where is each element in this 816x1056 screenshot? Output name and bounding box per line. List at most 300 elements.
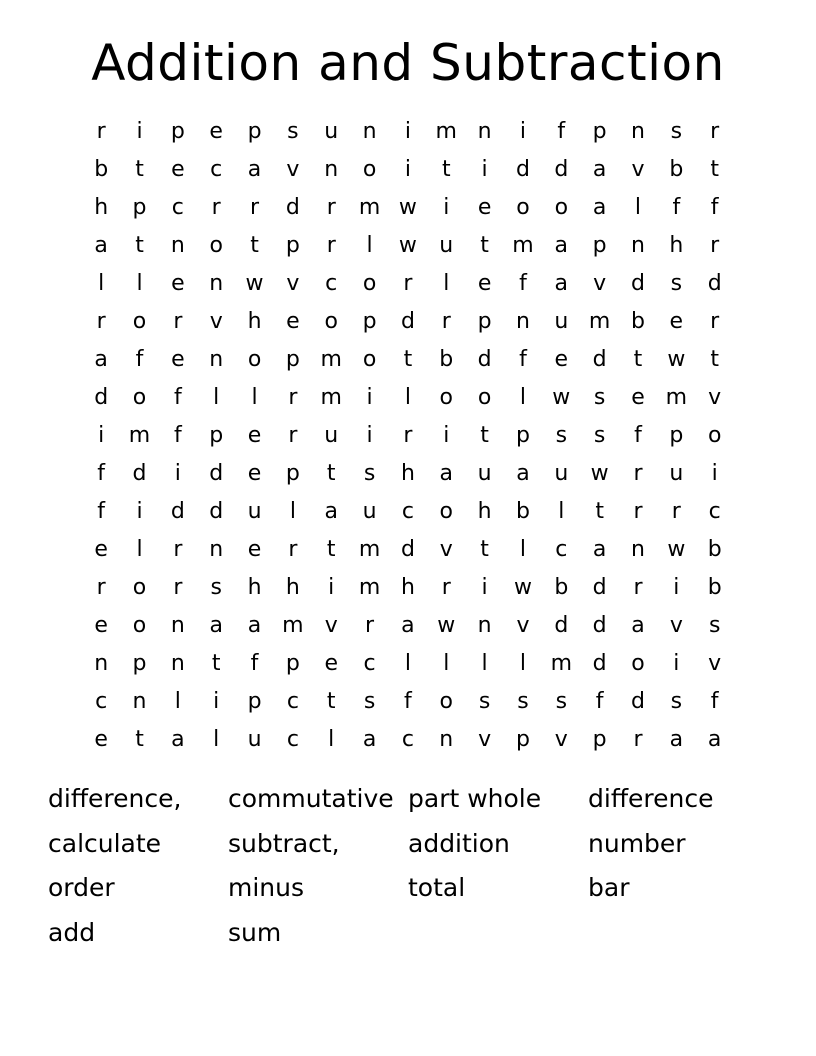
grid-letter: t [480,537,489,562]
grid-letter: b [631,309,645,334]
grid-letter: b [707,537,722,562]
grid-letter: i [481,575,488,600]
grid-letter: a [401,613,415,638]
grid-letter: c [708,499,721,524]
grid-letter: r [96,575,106,600]
word-list-item: total [408,873,466,902]
grid-letter: n [362,119,377,144]
grid-letter: r [441,575,451,600]
grid-letter: n [477,613,492,638]
grid-letter: i [481,157,488,182]
word-list-row [48,869,768,914]
grid-letter: s [517,689,529,714]
grid-letter: f [672,195,681,220]
grid-letter: o [132,309,147,334]
grid-letter: o [362,271,377,296]
word-list-row [48,780,768,825]
grid-letter: d [170,499,185,524]
grid-letter: o [132,613,147,638]
grid-letter: s [708,613,721,638]
grid-letter: r [441,309,451,334]
grid-letter: t [326,689,336,714]
grid-letter: e [171,347,185,372]
word-list-item: add [48,917,96,947]
grid-letter: v [324,613,338,638]
grid-letter: a [669,727,684,752]
grid-letter: m [550,651,573,676]
grid-letter: l [519,385,527,410]
grid-letter: l [404,651,411,676]
grid-letter: o [516,195,530,220]
grid-letter: w [667,347,686,372]
grid-row [82,303,734,341]
grid-letter: s [593,385,606,410]
grid-letter: r [633,575,643,600]
grid-letter: v [554,727,568,752]
grid-letter: r [671,499,681,524]
grid-letter: a [171,727,185,752]
grid-letter: e [94,537,108,562]
grid-letter: n [631,537,645,562]
grid-letter: a [707,727,722,752]
grid-letter: s [363,461,376,486]
grid-letter: r [250,195,260,220]
grid-letter: l [328,727,335,752]
grid-letter: m [282,613,304,638]
grid-letter: d [554,157,569,182]
grid-letter: e [209,119,223,144]
grid-letter: f [634,423,642,448]
grid-letter: e [171,157,185,182]
grid-letter: i [328,575,335,600]
grid-letter: v [286,271,300,296]
grid-letter: p [362,309,377,334]
grid-letter: r [288,537,298,562]
grid-letter: b [707,575,722,600]
grid-letter: s [287,119,299,144]
word-list-item: minus [228,873,305,902]
grid-letter: m [320,347,342,372]
grid-letter: d [477,347,492,372]
grid-letter: i [136,499,143,524]
grid-letter: v [593,271,607,296]
grid-letter: o [439,499,453,524]
grid-letter: o [209,233,223,258]
grid-letter: s [670,271,683,296]
grid-letter: m [358,575,381,600]
grid-letter: n [170,651,185,676]
grid-letter: m [588,309,611,334]
grid-letter: r [633,499,643,524]
grid-letter: e [94,727,108,752]
grid-letter: m [358,537,381,562]
grid-letter: c [95,689,108,714]
grid-letter: b [515,499,530,524]
grid-row [82,379,734,417]
grid-letter: u [554,309,569,334]
grid-letter: w [513,575,532,600]
grid-letter: p [669,423,684,448]
grid-letter: r [326,233,336,258]
word-list-item: subtract, [228,828,340,858]
grid-letter: p [592,119,607,144]
grid-letter: p [132,195,147,220]
grid-letter: t [595,499,604,524]
grid-letter: a [247,157,262,182]
grid-letter: e [631,385,645,410]
grid-row [82,569,734,607]
grid-letter: o [247,347,262,372]
grid-letter: d [285,195,300,220]
grid-letter: d [631,689,645,714]
grid-row [82,683,734,721]
grid-letter: p [592,233,607,258]
grid-letter: w [398,233,417,258]
grid-letter: i [366,423,373,448]
grid-letter: n [477,119,492,144]
grid-letter: f [404,689,412,714]
grid-letter: v [478,727,492,752]
grid-letter: e [247,423,262,448]
grid-letter: i [673,575,680,600]
grid-letter: e [477,195,492,220]
grid-letter: h [669,233,684,258]
grid-letter: p [592,727,607,752]
grid-letter: e [171,271,185,296]
grid-letter: s [555,423,568,448]
grid-letter: t [326,461,336,486]
grid-letter: c [555,537,568,562]
grid-letter: p [515,423,530,448]
grid-letter: l [213,385,220,410]
word-list-item: commutative [228,784,394,813]
grid-letter: p [515,727,530,752]
grid-letter: h [400,461,415,486]
grid-letter: l [443,271,450,296]
grid-letter: n [170,613,185,638]
grid-letter: l [289,499,296,524]
grid-letter: d [592,575,607,600]
grid-letter: o [439,385,453,410]
grid-letter: v [439,537,453,562]
grid-letter: o [132,385,147,410]
grid-letter: n [132,689,147,714]
grid-letter: i [711,461,718,486]
grid-letter: v [209,309,223,334]
grid-letter: t [403,347,413,372]
grid-letter: v [631,157,645,182]
grid-letter: a [592,537,607,562]
grid-letter: t [633,347,643,372]
grid-letter: u [247,727,262,752]
grid-letter: w [398,195,417,220]
grid-letter: t [326,537,336,562]
grid-letter: a [209,613,223,638]
grid-letter: l [519,651,527,676]
word-list-item: number [588,828,686,858]
grid-letter: n [439,727,454,752]
grid-row [82,189,734,227]
grid-letter: l [213,727,220,752]
grid-letter: d [94,385,109,410]
grid-letter: u [324,423,339,448]
grid-letter: s [210,575,222,600]
grid-letter: r [173,309,183,334]
grid-letter: l [366,233,373,258]
grid-letter: i [98,423,105,448]
word-list-item: addition [408,828,510,858]
grid-letter: f [173,423,182,448]
grid-letter: a [247,613,262,638]
grid-letter: f [519,271,527,296]
grid-letter: w [667,537,686,562]
grid-letter: h [247,575,262,600]
grid-letter: m [435,119,457,144]
word-list-item: difference [588,784,714,813]
grid-letter: r [403,271,413,296]
grid-letter: h [247,309,262,334]
grid-letter: l [634,195,642,220]
grid-letter: d [592,613,607,638]
grid-letter: f [173,385,182,410]
grid-letter: o [477,385,492,410]
grid-letter: o [631,651,645,676]
word-search-grid [82,113,734,759]
grid-letter: w [590,461,609,486]
grid-letter: t [441,157,451,182]
grid-letter: n [515,309,530,334]
grid-letter: o [132,575,147,600]
grid-letter: c [401,727,414,752]
grid-letter: l [443,651,450,676]
grid-letter: p [285,347,300,372]
grid-letter: i [366,385,373,410]
grid-letter: d [631,271,645,296]
grid-letter: l [174,689,181,714]
grid-letter: t [710,157,719,182]
grid-letter: d [592,347,607,372]
grid-letter: i [519,119,527,144]
grid-row [82,113,734,151]
grid-letter: n [324,157,339,182]
grid-letter: h [477,499,492,524]
grid-row [82,493,734,531]
grid-letter: p [285,461,300,486]
grid-letter: m [128,423,151,448]
grid-letter: r [403,423,413,448]
grid-letter: r [326,195,336,220]
grid-letter: u [554,461,569,486]
grid-letter: e [286,309,300,334]
grid-letter: a [439,461,453,486]
word-list-item: order [48,873,115,902]
grid-letter: a [592,195,607,220]
grid-letter: o [554,195,569,220]
grid-letter: e [324,651,338,676]
grid-letter: v [516,613,530,638]
grid-row [82,531,734,569]
grid-letter: s [363,689,376,714]
grid-letter: m [665,385,688,410]
grid-letter: t [480,423,489,448]
grid-letter: s [593,423,606,448]
grid-letter: t [250,233,259,258]
grid-letter: l [404,385,411,410]
grid-letter: r [96,119,106,144]
grid-letter: r [288,385,298,410]
grid-letter: b [94,157,109,182]
grid-letter: n [209,537,224,562]
grid-letter: f [557,119,566,144]
grid-letter: r [173,537,183,562]
grid-letter: p [132,651,147,676]
grid-letter: e [669,309,684,334]
grid-letter: l [98,271,105,296]
grid-letter: n [631,119,645,144]
grid-letter: m [320,385,342,410]
grid-letter: s [555,689,568,714]
grid-letter: r [173,575,183,600]
grid-letter: d [592,651,607,676]
grid-letter: m [512,233,534,258]
grid-letter: l [519,537,527,562]
grid-letter: t [135,157,144,182]
grid-letter: a [94,347,108,372]
grid-letter: r [633,461,643,486]
grid-letter: c [401,499,414,524]
grid-letter: r [96,309,106,334]
grid-letter: i [673,651,680,676]
grid-letter: r [211,195,221,220]
grid-letter: i [443,195,450,220]
grid-letter: p [285,233,300,258]
word-list-row [48,825,768,870]
grid-letter: i [136,119,143,144]
grid-letter: f [710,195,719,220]
grid-letter: d [132,461,147,486]
grid-letter: r [633,727,643,752]
grid-letter: b [554,575,569,600]
word-list-item: bar [588,873,630,902]
grid-letter: e [477,271,492,296]
grid-letter: h [285,575,300,600]
grid-letter: p [247,119,262,144]
grid-letter: b [669,157,684,182]
grid-letter: s [670,119,683,144]
grid-letter: d [209,461,224,486]
grid-letter: c [286,689,299,714]
grid-letter: w [552,385,571,410]
grid-letter: i [404,119,411,144]
word-list [48,780,768,958]
grid-letter: r [710,119,720,144]
grid-letter: w [437,613,456,638]
grid-row [82,455,734,493]
grid-letter: l [481,651,488,676]
grid-letter: f [250,651,259,676]
grid-letter: i [404,157,411,182]
grid-letter: u [324,119,339,144]
grid-letter: d [515,157,530,182]
grid-letter: r [365,613,375,638]
grid-row [82,227,734,265]
grid-letter: a [631,613,645,638]
grid-letter: d [400,309,415,334]
grid-letter: c [363,651,376,676]
grid-letter: v [286,157,300,182]
grid-letter: r [710,309,720,334]
grid-letter: r [288,423,298,448]
grid-letter: s [478,689,491,714]
grid-letter: f [519,347,527,372]
grid-letter: d [554,613,569,638]
grid-row [82,417,734,455]
grid-letter: o [362,157,377,182]
word-list-item: sum [228,917,282,947]
grid-letter: a [94,233,108,258]
grid-letter: l [136,537,143,562]
word-list-item: difference, [48,784,182,813]
grid-letter: p [477,309,492,334]
grid-letter: u [247,499,262,524]
grid-letter: c [210,157,223,182]
grid-letter: o [707,423,722,448]
grid-letter: t [135,727,144,752]
grid-row [82,341,734,379]
grid-letter: m [358,195,381,220]
grid-letter: u [362,499,377,524]
word-list-item: calculate [48,828,162,858]
grid-letter: l [558,499,565,524]
grid-letter: n [94,651,109,676]
grid-letter: i [213,689,220,714]
grid-letter: t [211,651,221,676]
grid-letter: i [174,461,181,486]
grid-letter: e [247,537,262,562]
grid-letter: e [94,613,108,638]
grid-row [82,151,734,189]
grid-letter: c [325,271,338,296]
word-list-row [48,914,768,959]
grid-letter: v [708,385,722,410]
grid-letter: n [170,233,185,258]
grid-row [82,645,734,683]
grid-letter: u [439,233,454,258]
grid-letter: v [669,613,683,638]
grid-letter: a [592,157,607,182]
grid-letter: h [400,575,415,600]
grid-letter: n [631,233,645,258]
grid-letter: f [135,347,144,372]
grid-letter: v [708,651,722,676]
grid-letter: e [247,461,262,486]
grid-letter: u [669,461,684,486]
grid-row [82,721,734,759]
grid-letter: a [324,499,338,524]
grid-letter: e [554,347,569,372]
grid-letter: a [362,727,377,752]
grid-letter: w [245,271,264,296]
grid-row [82,607,734,645]
grid-letter: d [400,537,415,562]
grid-letter: o [439,689,453,714]
grid-letter: u [477,461,492,486]
grid-letter: l [136,271,143,296]
grid-letter: n [209,347,224,372]
grid-letter: h [94,195,109,220]
grid-letter: f [97,461,106,486]
grid-letter: c [171,195,184,220]
